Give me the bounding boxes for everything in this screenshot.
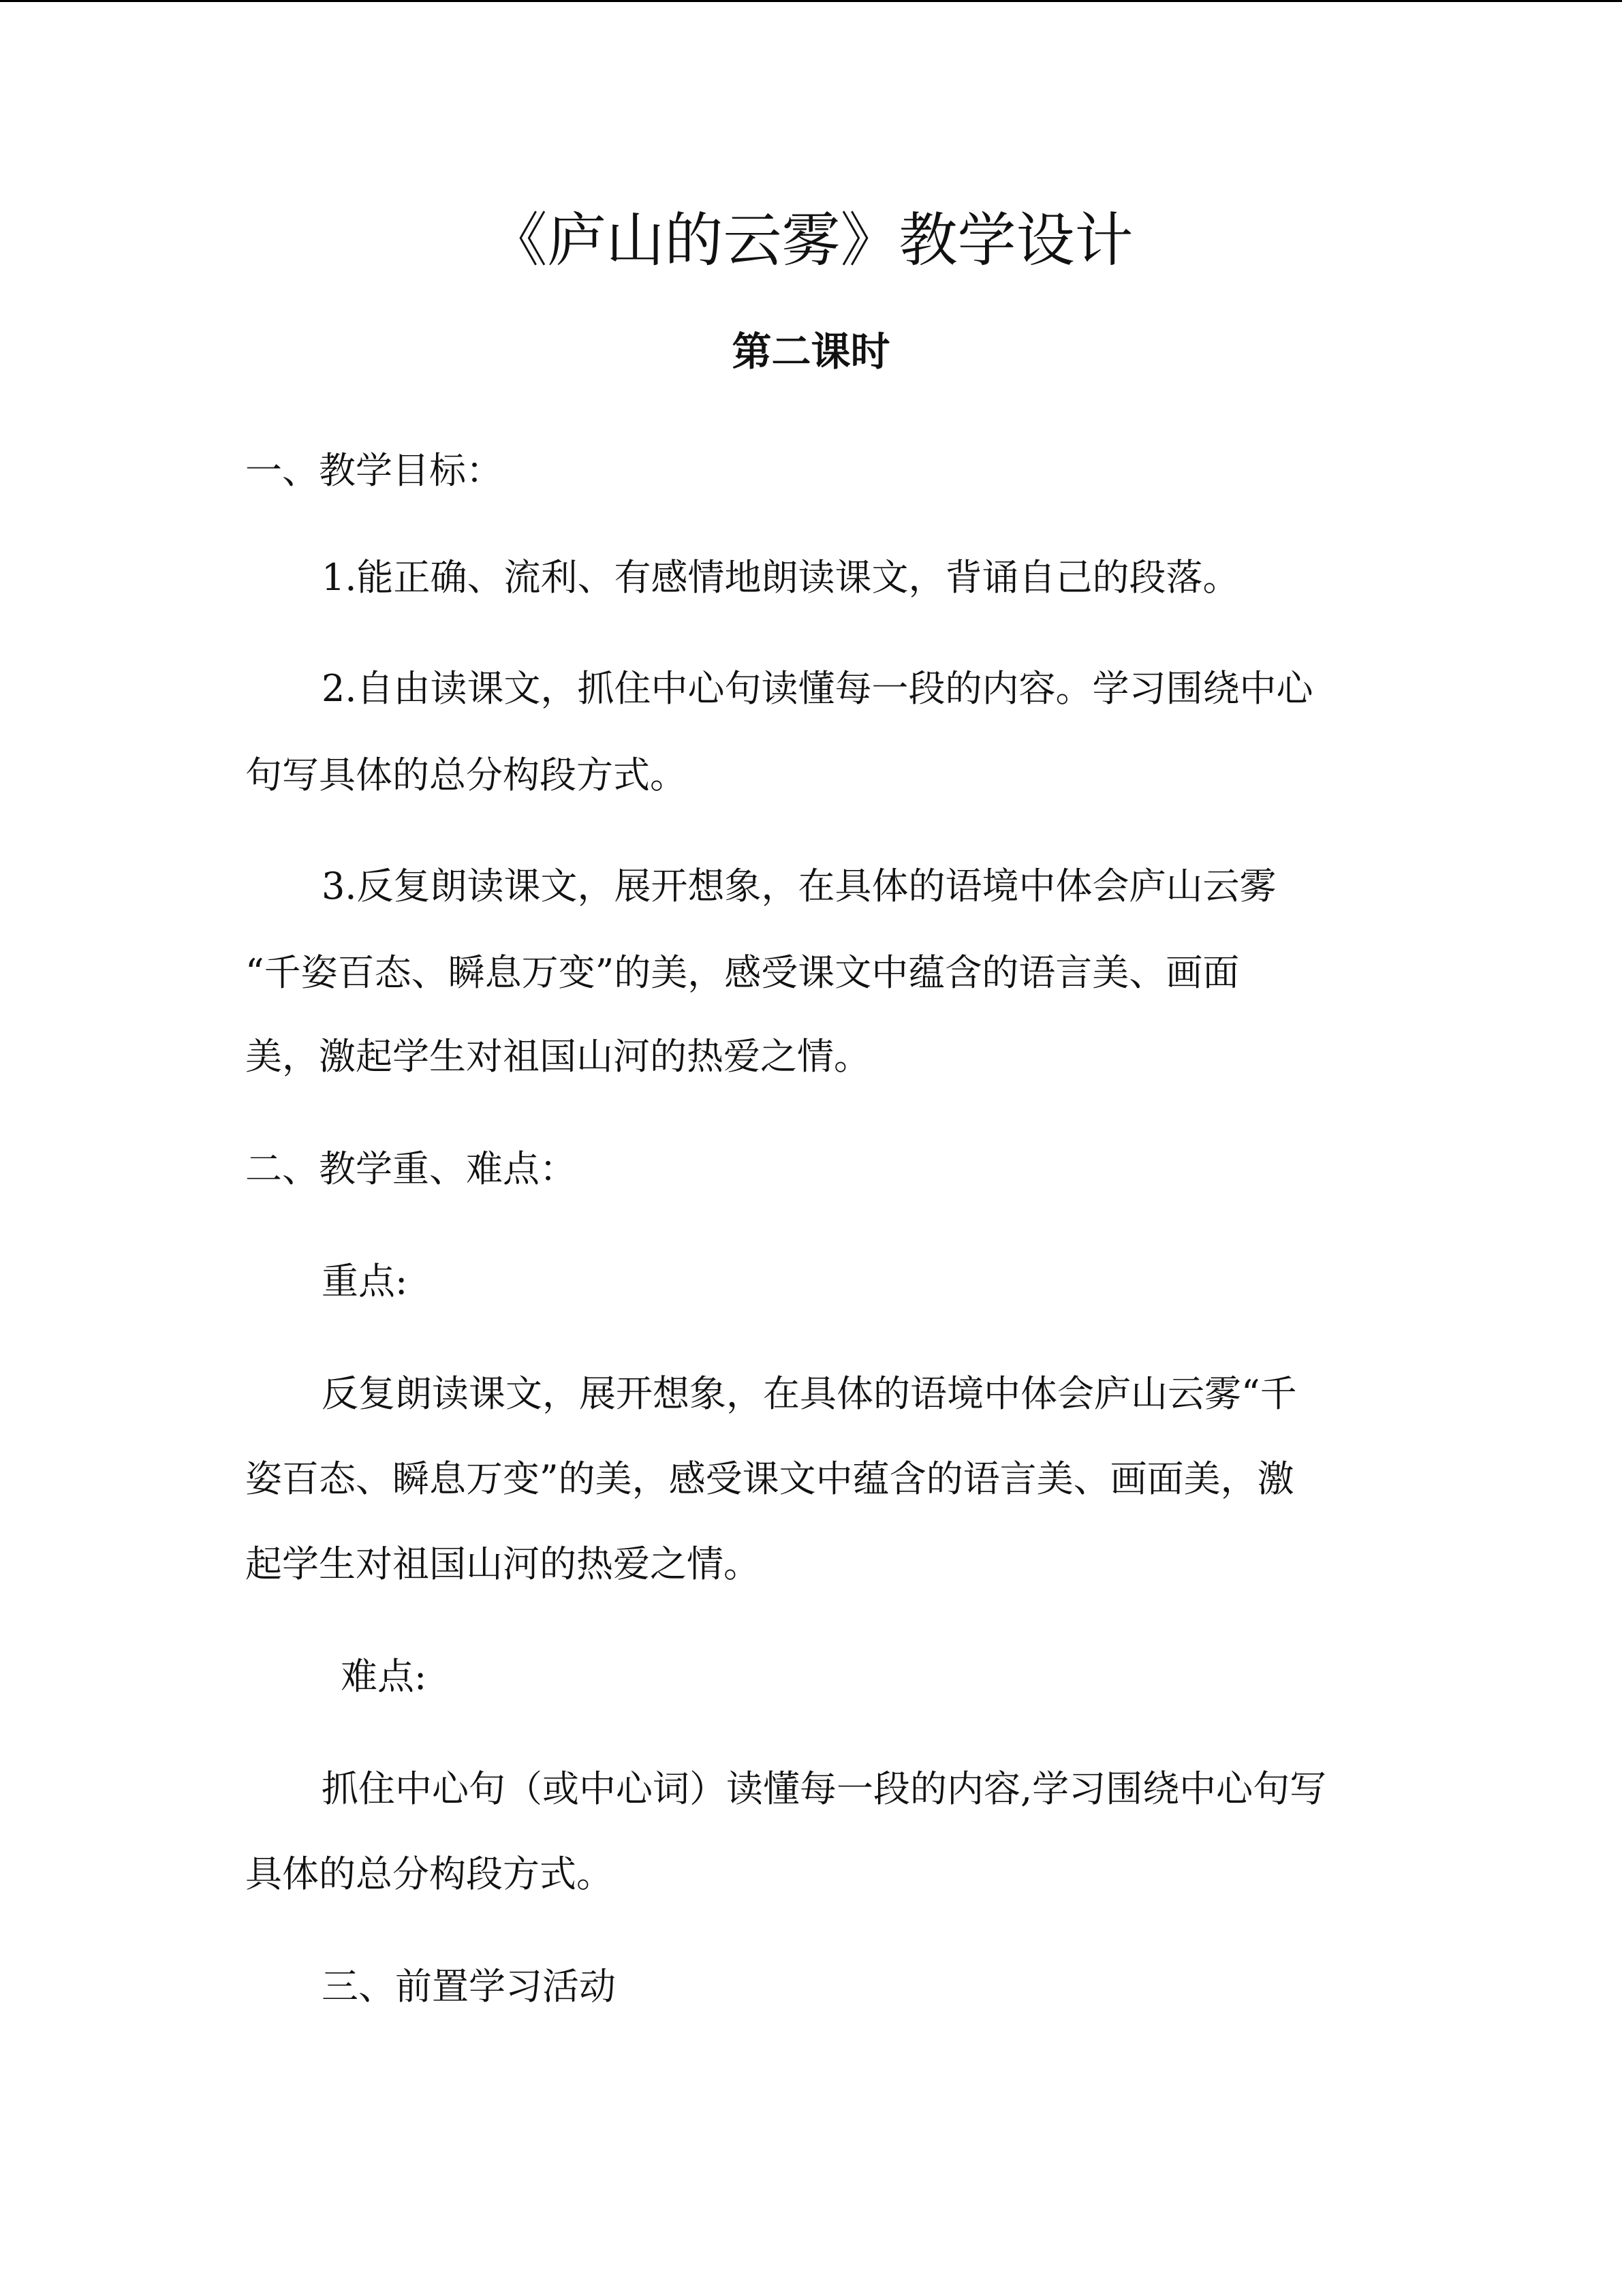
document-page [0, 2, 1622, 2296]
key-point-line-2: 姿百态、瞬息万变”的美，感受课文中蕴含的语言美、画面美，激 [245, 1457, 1294, 1500]
key-point-line-1: 反复朗读课文，展开想象，在具体的语境中体会庐山云雾“千 [322, 1372, 1297, 1415]
difficulty-label: 难点: [341, 1655, 427, 1698]
section-heading-pre-learning: 三、前置学习活动 [322, 1965, 616, 2008]
objective-3-line-1: 3.反复朗读课文，展开想象，在具体的语境中体会庐山云雾 [322, 865, 1277, 907]
objective-2-line-2: 句写具体的总分构段方式。 [245, 754, 687, 796]
section-heading-key-points: 二、教学重、难点： [245, 1147, 576, 1190]
document-subtitle: 第二课时 [732, 328, 890, 375]
section-heading-objectives: 一、教学目标： [245, 449, 503, 492]
difficulty-line-1: 抓住中心句（或中心词）读懂每一段的内容,学习围绕中心句写 [322, 1767, 1327, 1810]
document-title: 《庐山的云雾》教学设计 [488, 206, 1134, 275]
key-point-label: 重点: [322, 1260, 408, 1303]
key-point-line-3: 起学生对祖国山河的热爱之情。 [245, 1542, 760, 1585]
objective-1: 1.能正确、流利、有感情地朗读课文，背诵自己的段落。 [322, 556, 1240, 599]
objective-3-line-2: “千姿百态、瞬息万变”的美，感受课文中蕴含的语言美、画面 [245, 951, 1240, 994]
difficulty-line-2: 具体的总分构段方式。 [245, 1852, 613, 1895]
objective-3-line-3: 美，激起学生对祖国山河的热爱之情。 [245, 1035, 871, 1078]
objective-2-line-1: 2.自由读课文，抓住中心句读懂每一段的内容。学习围绕中心 [322, 667, 1313, 710]
